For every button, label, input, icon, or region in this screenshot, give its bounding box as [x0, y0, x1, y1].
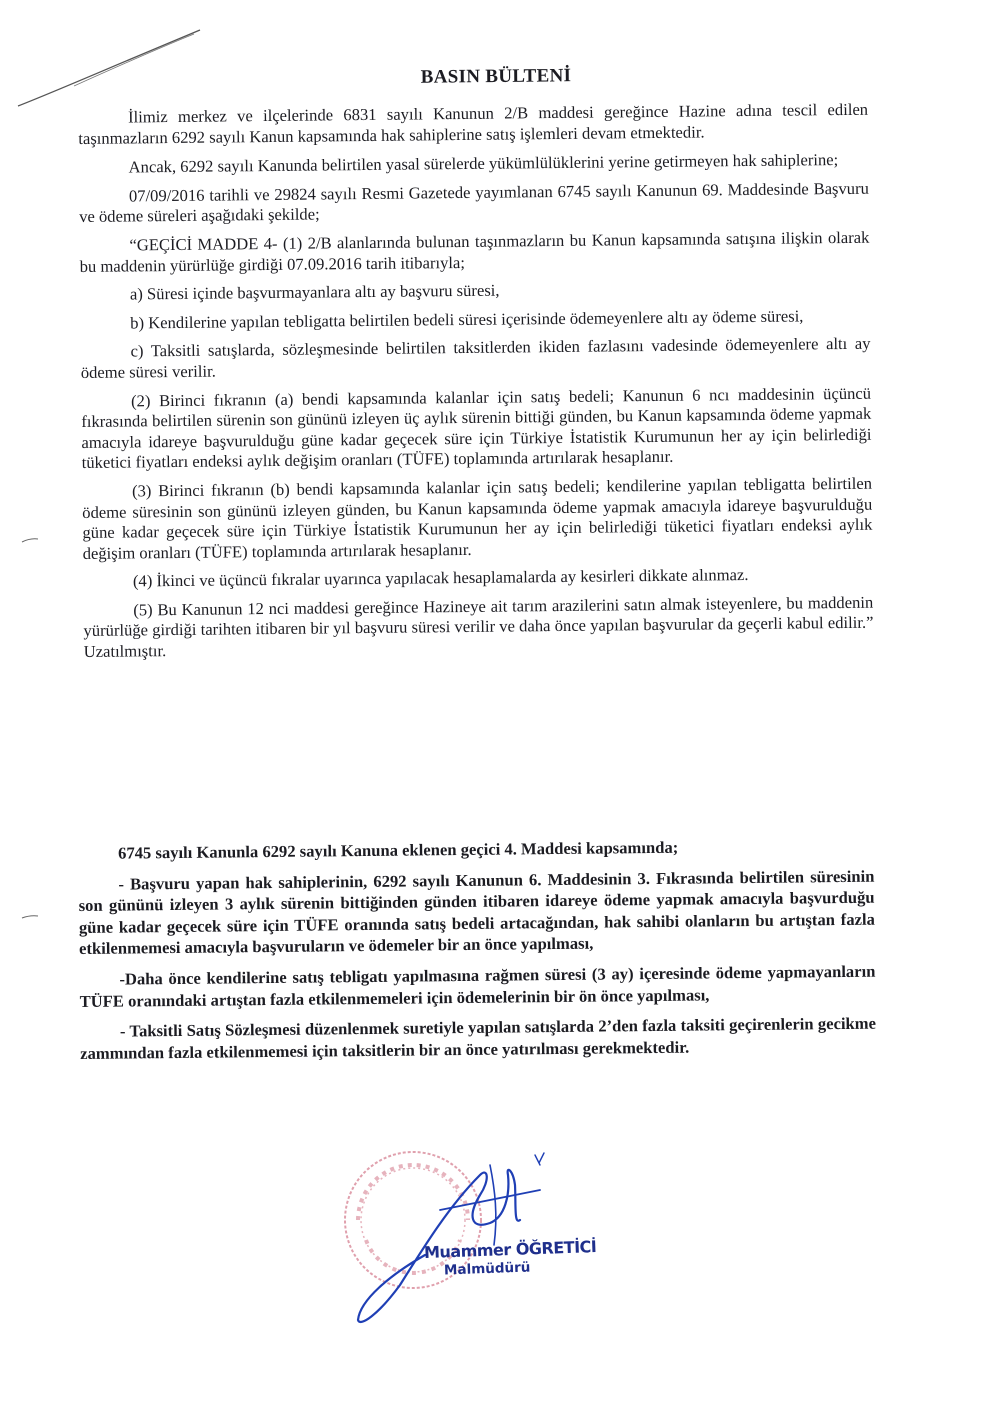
- summary-heading: 6745 sayılı Kanunla 6292 sayılı Kanuna eklenen geçici 4. Maddesi kapsamında;: [118, 837, 679, 863]
- signer-title: Malmüdürü: [443, 1259, 531, 1279]
- paragraph-item-c: c) Taksitli satışlarda, sözleşmesinde belirtilen taksitlerden ikiden fazlasını vadesinde ödemeyenlere altı ay ödeme süresi verilir.: [80, 334, 871, 382]
- summary-item: - Başvuru yapan hak sahiplerinin, 6292 sayılı Kanunun 6. Maddesinin 3. Fıkrasında belirtilen süresinin son gününü izleyen 3 aylık sürenin bittiğinden günden itibaren idareye ödeme yapmak amacıyla başvurduğu güne kadar geçecek süre için TÜFE oranında satış bedeli artacağından, hak sahibi olanların bu artıştan fazla etkilenmemesi amacıyla başvuruların ve ödemeler bir an önce yapılması,: [78, 866, 875, 959]
- paragraph-item-b: b) Kendilerine yapılan tebligatta belirtilen bedeli süresi içerisinde ödemeyenlere altı ay ödeme süresi,: [130, 306, 804, 333]
- paragraph-article-4-heading: “GEÇİCİ MADDE 4- (1) 2/B alanlarında bulunan taşınmazların bu Kanun kapsamında satışına ilişkin olarak bu maddenin yürürlüğe girdiği 07.09.2016 tarih itibarıyla;: [79, 227, 870, 276]
- summary-item: - Taksitli Satış Sözleşmesi düzenlenmek suretiyle yapılan satışlarda 2’den fazla taksiti geçirenlerin gecikme zammından fazla etkilenmemesi için taksitlerin bir an önce yatırılması gerekmektedir.: [80, 1013, 877, 1063]
- summary-block: [78, 835, 876, 1065]
- paragraph-obligation: Ancak, 6292 sayılı Kanunda belirtilen yasal sürelerde yükümlülüklerini yerine getirmeyen hak sahiplerine;: [128, 150, 839, 177]
- paragraph-intro: İlimiz merkez ve ilçelerinde 6831 sayılı Kanunun 2/B maddesi gereğince Hazine adına tescil edilen taşınmazların 6292 sayılı Kanun kapsamında hak sahiplerine satış işlemleri devam etmektedir.: [78, 99, 869, 148]
- document-title: BASIN BÜLTENİ: [420, 65, 572, 88]
- paragraph-clause-4: (4) İkinci ve üçüncü fıkralar uyarınca yapılacak hesaplamalarda ay kesirleri dikkate alınmaz.: [132, 565, 749, 591]
- signer-name: Muammer ÖĞRETİCİ: [423, 1236, 597, 1263]
- paragraph-gazette: 07/09/2016 tarihli ve 29824 sayılı Resmi Gazetede yayımlanan 6745 sayılı Kanunun 69. Maddesinde Başvuru ve ödeme süreleri aşağıdaki şekilde;: [79, 178, 869, 227]
- document-body: [78, 100, 874, 663]
- paragraph-clause-3: (3) Birinci fıkranın (b) bendi kapsamında kalanlar için satış bedeli; kendilerine yapılan tebligatta belirtilen ödeme süresinin son gününü izleyen günden, bu Kanun kapsamında ödeme yapmak amacıyla idareye başvurulduğu güne kadar geçecek süre için Türkiye İstatistik Kurumunun her ay için belirlediği tüketici fiyatları endeksi aylık değişim oranları (TÜFE) toplamında artırılarak hesaplanır.: [82, 473, 873, 563]
- scan-edge-mark: [20, 534, 40, 546]
- paragraph-item-a: a) Süresi içinde başvurmayanlara altı ay başvuru süresi,: [129, 280, 500, 304]
- signature-area: [330, 1135, 597, 1335]
- scan-edge-mark: [20, 912, 40, 924]
- handwritten-signature: [330, 1135, 570, 1335]
- summary-item: -Daha önce kendilerine satış tebligatı yapılmasına rağmen süresi (3 ay) içeresinde ödeme yapmayanların TÜFE oranındaki artıştan fazla etkilenmemeleri için ödemelerinin bir ön önce yapılması,: [79, 961, 876, 1011]
- paragraph-clause-5: (5) Bu Kanunun 12 nci maddesi gereğince Hazineye ait tarım arazilerini satın almak isteyenlere, bu maddenin yürürlüğe girdiği tarihten itibaren bir yıl başvuru süresi verilir ve daha önce yapılan başvurular da geçerli kabul edilir.” Uzatılmıştır.: [83, 592, 874, 662]
- pen-stroke-mark: [14, 20, 214, 110]
- paragraph-clause-2: (2) Birinci fıkranın (a) bendi kapsamında kalanlar için satış bedeli; Kanunun 6 ncı maddesinin üçüncü fıkrasında belirtilen sürenin son gününü izleyen üç aylık sürenin bittiği günden, bu Kanun kapsamında ödeme yapmak amacıyla idareye başvurulduğu güne kadar geçecek süre için Türkiye İstatistik Kurumunun her ay için belirlediği tüketici fiyatları endeksi aylık değişim oranları (TÜFE) toplamında artırılarak hesaplanır.: [81, 383, 872, 473]
